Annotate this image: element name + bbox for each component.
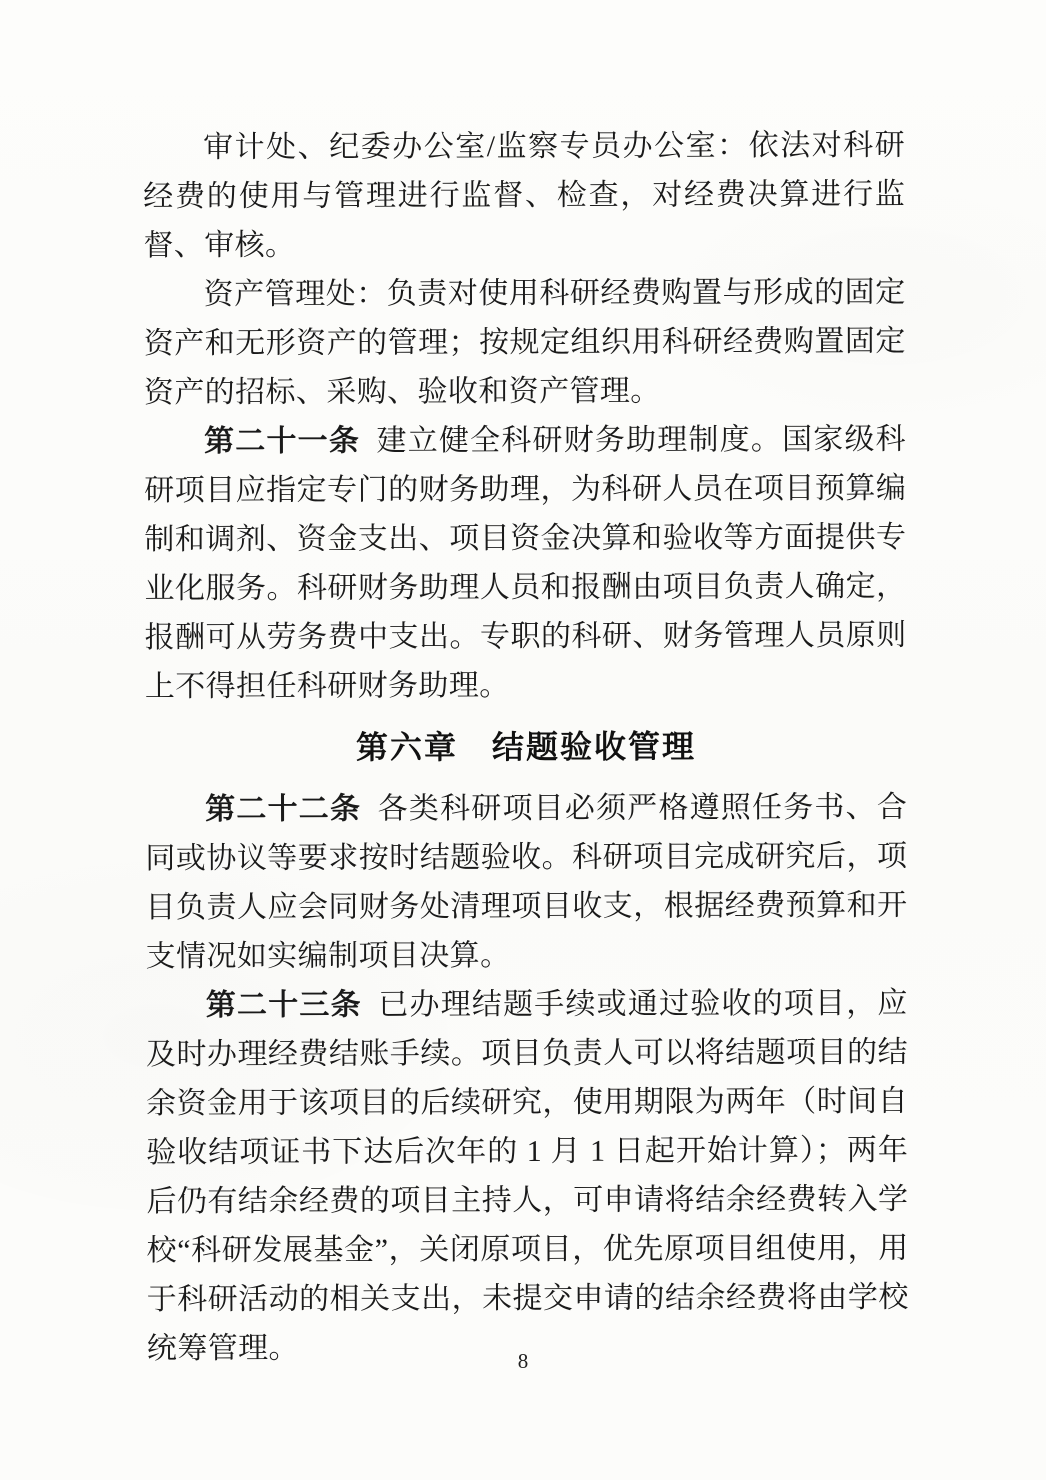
article-number: 第二十三条 xyxy=(205,988,362,1023)
paragraph: 第二十三条 已办理结题手续或通过验收的项目，应及时办理经费结账手续。项目负责人可以将结题项目的结余资金用于该项目的后续研究，使用期限为两年（时间自验收结项证书下达后次年的 1 月 1 日起开始计算）；两年后仍有结余经费的项目主持人，可申请将结余经费转入学校“科研发展基金”，关闭原项目，优先原项目组使用，用于科研活动的相关支出，未提交申请的结余经费将由学校统筹管理。 xyxy=(145,986,909,1366)
page-number: 8 xyxy=(517,1349,529,1373)
paragraph: 审计处、纪委办公室/监察专员办公室：依法对科研经费的使用与管理进行监督、检查，对经费决算进行监督、审核。 xyxy=(143,128,906,263)
article-number: 第二十二条 xyxy=(205,792,362,827)
paragraph: 第二十二条 各类科研项目必须严格遵照任务书、合同或协议等要求按时结题验收。科研项目完成研究后，项目负责人应会同财务处清理项目收支，根据经费预算和开支情况如实编制项目决算。 xyxy=(145,790,908,974)
paragraph: 资产管理处：负责对使用科研经费购置与形成的固定资产和无形资产的管理；按规定组织用科研经费购置固定资产的招标、采购、验收和资产管理。 xyxy=(143,275,906,410)
chapter-heading: 第六章 结题验收管理 xyxy=(355,728,697,766)
article-number: 第二十一条 xyxy=(203,424,361,459)
paragraph: 第二十一条 建立健全科研财务助理制度。国家级科研项目应指定专门的财务助理，为科研人员在项目预算编制和调剂、资金支出、项目资金决算和验收等方面提供专业化服务。科研财务助理人员和报酬由项目负责人确定，报酬可从劳务费中支出。专职的科研、财务管理人员原则上不得担任科研财务助理。 xyxy=(144,422,907,704)
document-body xyxy=(143,121,909,1373)
